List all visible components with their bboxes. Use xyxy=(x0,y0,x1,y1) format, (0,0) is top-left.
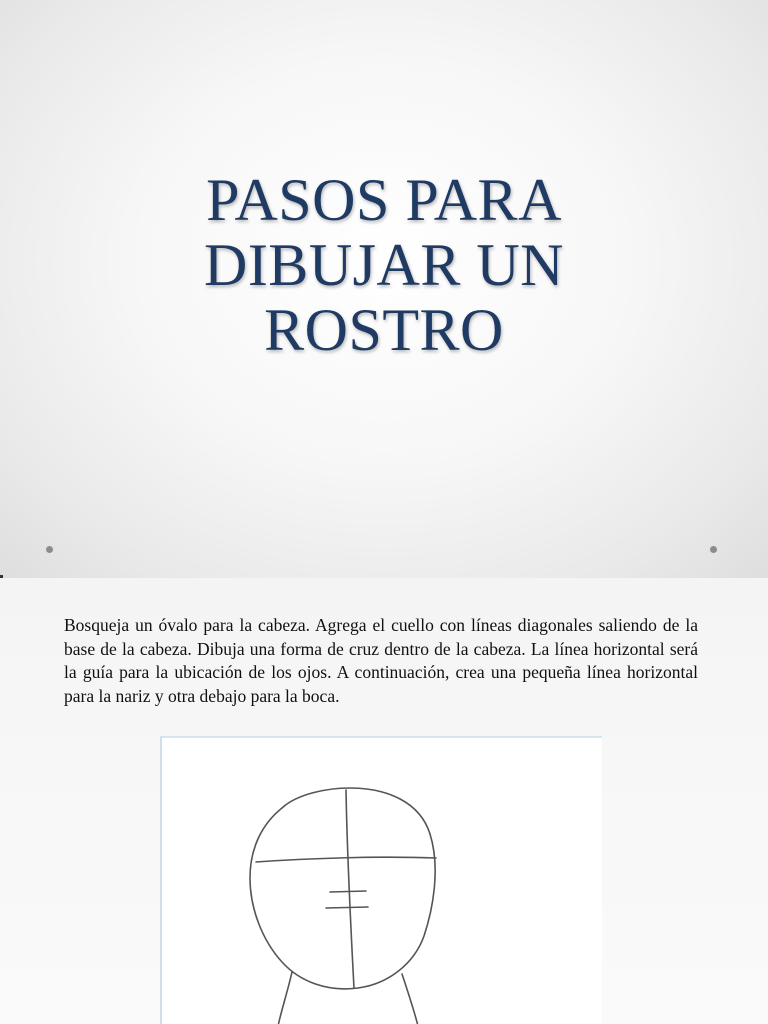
nose-guide-line xyxy=(330,891,366,892)
vertical-guide-line xyxy=(346,790,354,988)
head-sketch-figure xyxy=(160,736,602,1024)
mouth-guide-line xyxy=(326,907,368,908)
title-line-1: PASOS PARA xyxy=(206,167,562,233)
title-line-2: DIBUJAR UN xyxy=(203,232,565,298)
slide-title xyxy=(84,168,684,363)
horizontal-eye-guide-line xyxy=(256,857,436,862)
head-outline xyxy=(250,788,435,989)
title-line-3: ROSTRO xyxy=(264,297,504,363)
instruction-paragraph: Bosqueja un óvalo para la cabeza. Agrega el cuello con líneas diagonales saliendo de la base de la cabeza. Dibuja una forma de cruz dentro de la cabeza. La línea horizontal será la guía para la ubicación de los ojos. A continuación, crea una pequeña línea horizontal para la nariz y otra debajo para la boca. xyxy=(64,615,698,706)
head-sketch-drawing xyxy=(162,738,602,1024)
neck-line-left xyxy=(278,972,292,1024)
neck-line-right xyxy=(402,974,418,1024)
content-slide xyxy=(0,578,768,1024)
bullet-dot-left xyxy=(46,546,53,553)
bullet-dot-right xyxy=(710,546,717,553)
